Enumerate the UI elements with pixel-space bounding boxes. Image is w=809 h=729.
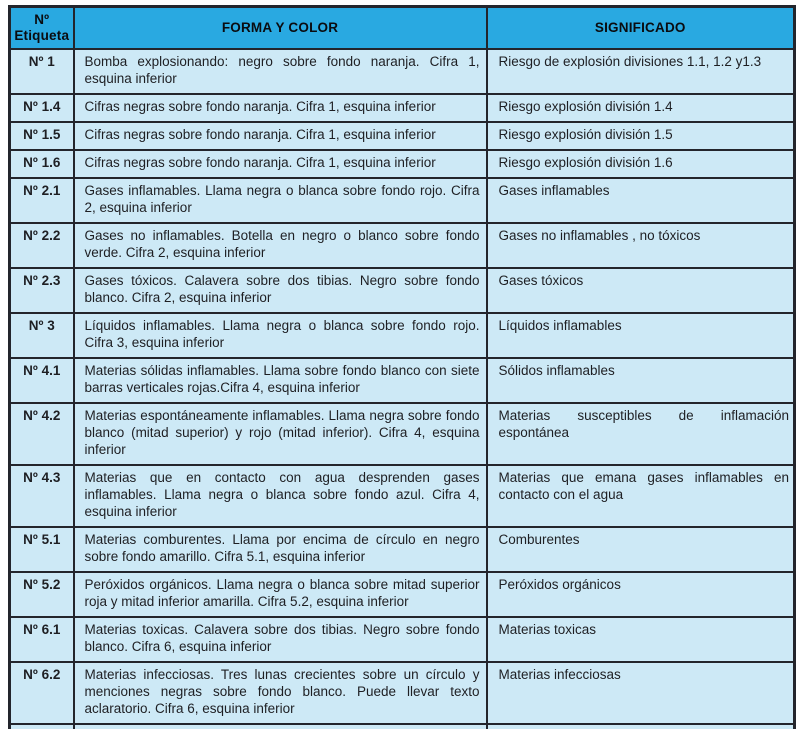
etiqueta-cell: Nº 5.1 — [10, 527, 74, 572]
forma-y-color-cell: Cifras negras sobre fondo naranja. Cifra 1, esquina inferior — [74, 94, 487, 122]
forma-y-color-cell: Líquidos inflamables. Llama negra o blanca sobre fondo rojo. Cifra 3, esquina inferior — [74, 313, 487, 358]
column-header-etiqueta: Nº Etiqueta — [10, 7, 74, 50]
forma-y-color-cell: Materias sólidas inflamables. Llama sobre fondo blanco con siete barras verticales rojas.Cifra 4, esquina inferior — [74, 358, 487, 403]
table-row — [10, 94, 795, 122]
table-row — [10, 268, 795, 313]
column-header-forma-y-color: FORMA Y COLOR — [74, 7, 487, 50]
table-row — [10, 572, 795, 617]
etiqueta-cell: Nº 2.2 — [10, 223, 74, 268]
etiqueta-cell: Nº 6.2 — [10, 662, 74, 724]
forma-y-color-cell: Materias toxicas. Calavera sobre dos tibias. Negro sobre fondo blanco. Cifra 6, esquina inferior — [74, 617, 487, 662]
forma-y-color-cell: Gases inflamables. Llama negra o blanca sobre fondo rojo. Cifra 2, esquina inferior — [74, 178, 487, 223]
significado-cell: Gases inflamables — [487, 178, 795, 223]
significado-cell: Comburentes — [487, 527, 795, 572]
etiqueta-cell: Nº 1.5 — [10, 122, 74, 150]
etiqueta-cell: Nº 1.6 — [10, 150, 74, 178]
forma-y-color-cell: Cifras negras sobre fondo naranja. Cifra 1, esquina inferior — [74, 150, 487, 178]
forma-y-color-cell: Materias que en contacto con agua desprenden gases inflamables. Llama negra o blanca sobre fondo azul. Cifra 4, esquina inferior — [74, 465, 487, 527]
etiqueta-cell: Nº 4.3 — [10, 465, 74, 527]
etiqueta-cell: Nº 3 — [10, 313, 74, 358]
significado-cell: Peróxidos orgánicos — [487, 572, 795, 617]
etiqueta-cell: Nº 1 — [10, 49, 74, 94]
forma-y-color-cell: Bomba explosionando: negro sobre fondo naranja. Cifra 1, esquina inferior — [74, 49, 487, 94]
significado-cell: Riesgo explosión división 1.4 — [487, 94, 795, 122]
table-row — [10, 403, 795, 465]
table-row — [10, 49, 795, 94]
partial-cell — [10, 724, 74, 729]
etiqueta-cell: Nº 5.2 — [10, 572, 74, 617]
table-row — [10, 662, 795, 724]
etiqueta-cell: Nº 1.4 — [10, 94, 74, 122]
significado-cell: Líquidos inflamables — [487, 313, 795, 358]
table-row — [10, 527, 795, 572]
table-row — [10, 178, 795, 223]
etiqueta-cell: Nº 6.1 — [10, 617, 74, 662]
forma-y-color-cell: Gases no inflamables. Botella en negro o blanco sobre fondo verde. Cifra 2, esquina inferior — [74, 223, 487, 268]
significado-cell: Gases tóxicos — [487, 268, 795, 313]
table-row — [10, 465, 795, 527]
table-header — [10, 7, 795, 50]
etiqueta-cell: Nº 4.2 — [10, 403, 74, 465]
significado-cell: Materias susceptibles de inflamación espontánea — [487, 403, 795, 465]
column-header-significado: SIGNIFICADO — [487, 7, 795, 50]
forma-y-color-cell: Peróxidos orgánicos. Llama negra o blanca sobre mitad superior roja y mitad inferior amarilla. Cifra 5.2, esquina inferior — [74, 572, 487, 617]
significado-cell: Materias que emana gases inflamables en contacto con el agua — [487, 465, 795, 527]
forma-y-color-cell: Materias espontáneamente inflamables. Llama negra sobre fondo blanco (mitad superior) y rojo (mitad inferior). Cifra 4, esquina inferior — [74, 403, 487, 465]
significado-cell: Materias infecciosas — [487, 662, 795, 724]
partial-row — [10, 724, 795, 729]
significado-cell: Riesgo explosión división 1.6 — [487, 150, 795, 178]
forma-y-color-cell: Gases tóxicos. Calavera sobre dos tibias. Negro sobre fondo blanco. Cifra 2, esquina inferior — [74, 268, 487, 313]
significado-cell: Sólidos inflamables — [487, 358, 795, 403]
etiqueta-cell: Nº 2.3 — [10, 268, 74, 313]
forma-y-color-cell: Materias infecciosas. Tres lunas crecientes sobre un círculo y menciones negras sobre fondo blanco. Puede llevar texto aclaratorio. Cifra 6, esquina inferior — [74, 662, 487, 724]
forma-y-color-cell: Materias comburentes. Llama por encima de círculo en negro sobre fondo amarillo. Cifra 5.1, esquina inferior — [74, 527, 487, 572]
etiqueta-cell: Nº 2.1 — [10, 178, 74, 223]
partial-cell — [487, 724, 795, 729]
significado-cell: Riesgo explosión división 1.5 — [487, 122, 795, 150]
forma-y-color-cell: Cifras negras sobre fondo naranja. Cifra 1, esquina inferior — [74, 122, 487, 150]
significado-cell: Riesgo de explosión divisiones 1.1, 1.2 y1.3 — [487, 49, 795, 94]
table-row — [10, 358, 795, 403]
table-row — [10, 150, 795, 178]
etiqueta-cell: Nº 4.1 — [10, 358, 74, 403]
table-row — [10, 313, 795, 358]
table-row — [10, 617, 795, 662]
partial-cell — [74, 724, 487, 729]
header-row — [10, 7, 795, 50]
table-row — [10, 223, 795, 268]
significado-cell: Materias toxicas — [487, 617, 795, 662]
table-row — [10, 122, 795, 150]
significado-cell: Gases no inflamables , no tóxicos — [487, 223, 795, 268]
hazard-label-table — [8, 5, 796, 729]
table-body — [10, 49, 795, 729]
